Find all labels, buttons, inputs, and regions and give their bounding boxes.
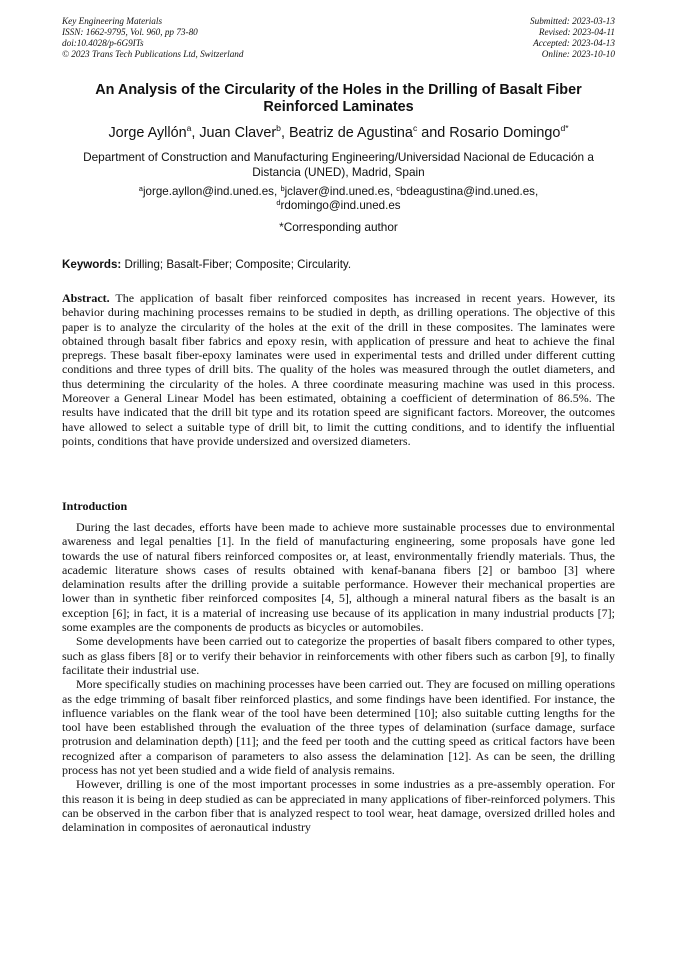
journal-name: Key Engineering Materials (62, 16, 163, 26)
keywords-label: Keywords: (62, 258, 122, 271)
email-mark: c (396, 184, 401, 193)
email-address[interactable]: jorge.ayllon@ind.uned.es (142, 185, 274, 198)
email-separator: , (534, 185, 539, 198)
email-address[interactable]: jclaver@ind.uned.es (284, 185, 390, 198)
author-separator: and (417, 125, 450, 141)
online-date: Online: 2023-10-10 (541, 49, 615, 59)
email-address[interactable]: bdeagustina@ind.uned.es (400, 185, 535, 198)
intro-paragraph: During the last decades, efforts have been made to achieve more sustainable processes due to environmental awareness and legal penalties [1]. In the field of manufacturing engineering, some proposals have gone led towards the use of natural fibers reinforced composites or, at least, environmentally friendly materials. Thus, the academic literature shows cases of results obtained with kenaf-banana fibers [2] or bamboo [3] where delamination results after the drilling provide a suitable performance. However their mechanical properties are lower than in synthetic fiber reinforced composites [4, 5], although a mineral natural fibers as the basalt is an exception [6]; in fact, it is a material of increasing use because of its application in many industrial products [7]; some examples are the components de products as bicycles or automobiles. (62, 520, 615, 635)
introduction-body (62, 520, 615, 835)
author-name: Rosario Domingo (449, 125, 561, 141)
author-affil-mark: d* (560, 123, 569, 133)
email-list (62, 185, 615, 213)
accepted-date: Accepted: 2023-04-13 (533, 38, 615, 48)
author-affil-mark: a (186, 123, 192, 133)
email-separator: , (389, 185, 397, 198)
copyright-line: © 2023 Trans Tech Publications Ltd, Switzerland (62, 49, 244, 59)
abstract (62, 291, 615, 448)
email-address[interactable]: rdomingo@ind.uned.es (280, 199, 401, 212)
affiliation: Department of Construction and Manufacturing Engineering/Universidad Nacional de Educación a Distancia (UNED), Madrid, Spain (83, 150, 594, 179)
keywords (62, 257, 615, 272)
issn-line: ISSN: 1662-9795, Vol. 960, pp 73-80 (62, 27, 198, 37)
abstract-paragraph (62, 291, 615, 448)
author-separator: , (280, 125, 289, 141)
author-name: Jorge Ayllón (108, 125, 187, 141)
revised-date: Revised: 2023-04-11 (538, 27, 615, 37)
email-separator: , (273, 185, 281, 198)
abstract-text: The application of basalt fiber reinforced composites has increased in recent years. However, its behavior during machining processes remains to be studied in depth, as drilling operations. The objective of this paper is to analyze the circularity of the holes at the exit of the drill in these composites. The laminates were obtained through basalt fiber fabrics and epoxy resin, with application of pressure and heat to achieve the final prepregs. These basalt fiber-epoxy laminates were used in experimental tests and drilled under different cutting conditions and three types of drill bits. The quality of the holes was measured through the outlet diameters, and thus determining the circularity of the holes. A three coordinate measuring machine was used in this process. Moreover a General Linear Model has been estimated, obtaining a coefficient of determination of 86.5%. The results have indicated that the drill bit type and its rotation speed are significant factors. Moreover, the outcomes have allowed to select a suitable type of drill bit, to limit the cutting conditions, and to identify the influential points, conditions that have provide undersized and oversized diameters. (62, 291, 615, 448)
header-right (530, 16, 615, 60)
email-mark: d (276, 198, 281, 207)
intro-paragraph: Some developments have been carried out to categorize the properties of basalt fibers compared to other types, such as glass fibers [8] or to verify their behavior in reinforcements with other fibers such as carbon [9], to finally facilitate their industrial use. (62, 634, 615, 677)
email-mark: a (138, 184, 143, 193)
doi-line: doi:10.4028/p-6G9ITs (62, 38, 144, 48)
author-affil-mark: b (276, 123, 281, 133)
author-separator: , (191, 125, 200, 141)
author-name: Beatriz de Agustina (288, 125, 413, 141)
author-list (62, 124, 615, 142)
keywords-text: Drilling; Basalt-Fiber; Composite; Circularity. (121, 258, 352, 271)
author-affil-mark: c (412, 123, 418, 133)
corresponding-author-note: *Corresponding author (279, 220, 398, 234)
header-left (62, 16, 243, 60)
abstract-label: Abstract. (62, 291, 110, 305)
intro-paragraph: More specifically studies on machining processes have been carried out. They are focused on milling operations as the edge trimming of basalt fiber reinforced plastics, and some findings have been identified. For instance, the influence variables on the flank wear of the tool have been determined [10]; also suitable cutting lengths for the tool have been established through the evaluation of the three types of delamination (surface damage, surface protrusion and delamination depth) [11]; and the feed per tooth and the cutting speed as critical factors have been recognized after a comparison of parameters to also assess the delamination [12]. As can be seen, the drilling process has not yet been studied and a wide field of analysis remains. (62, 677, 615, 778)
author-name: Juan Claver (199, 125, 277, 141)
introduction-heading: Introduction (62, 499, 128, 513)
submitted-date: Submitted: 2023-03-13 (530, 16, 615, 26)
paper-title: An Analysis of the Circularity of the Holes in the Drilling of Basalt Fiber Reinforced Laminates (95, 82, 582, 115)
email-mark: b (280, 184, 285, 193)
intro-paragraph: However, drilling is one of the most important processes in some industries as a pre-assembly operation. For this reason it is being in deep studied as can be appreciated in many applications of fiber-reinforced polymers. This can be observed in the carbon fiber that is analyzed respect to tool wear, heat damage, oversized drilled holes and delamination in composites of aeronautical industry (62, 777, 615, 835)
